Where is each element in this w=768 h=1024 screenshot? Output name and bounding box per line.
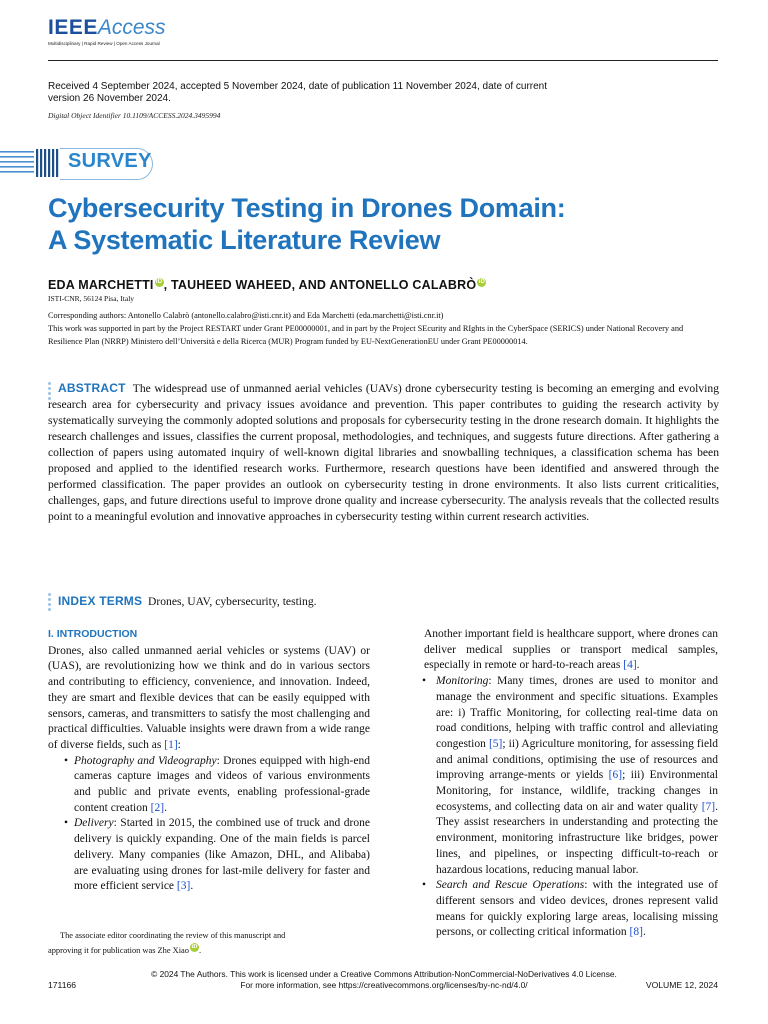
author-notes xyxy=(48,309,718,348)
paper-title xyxy=(48,192,648,256)
citation-link[interactable]: [1] xyxy=(164,738,178,751)
left-column xyxy=(48,627,370,895)
list-item: • Monitoring: Many times, drones are used to monitor and manage the environment and specific situations. Examples are: i) Traffic Monitoring, for collecting real-time data on road conditions, helping with traffic control and alleviating congestion [5]; ii) Agriculture monitoring, for assessing field and animal conditions, optimising the use of resources and improving arrange-ments or yields [6]; iii) Environmental Monitoring, for instance, wildlife, tracking changes in ecosystems, and collecting data on air and water quality [7]. They assist researchers in understanding and protecting the environment, monitoring infrastructure like bridges, power lines, and pipelines, or inspecting difficult-to-reach or hazardous locations, reducing manual labor. xyxy=(424,674,718,878)
abstract-text: The widespread use of unmanned aerial vehicles (UAVs) drone cybersecurity testing is becoming an emerging and evolving research area for cybersecurity and privacy issues avoidance and prevention. This paper contributes to guiding the research activity by systematically surveying the commonly adopted solutions and proposals for cybersecurity testing in the drone research domain. It highlights the research challenges and issues, classifies the current proposal, methodologies, and techniques, and suggests future directions. After gathering a collection of papers using automated inquiry of well-known digital libraries and snowballing techniques, a classification schema has been proposed and applied to the identified research works. Furthermore, research questions have been identified and answered through the performed classification. The paper provides an outlook on cybersecurity testing in drone environments. It also lists current criticalities, challenges, gaps, and future directions useful to improve drone quality and increase cybersecurity. The analysis reveals that the collected results point to a meaningful evolution and innovative approaches in cybersecurity testing within current research activities. xyxy=(48,382,719,523)
orcid-icon[interactable]: iD xyxy=(155,279,163,285)
list-item: • Delivery: Started in 2015, the combined use of truck and drone delivery is quickly expanding. One of the main fields is parcel delivery. Many companies (like Amazon, DHL, and Alibaba) are evaluating using drones for last-mile delivery for faster and more efficient service [3]. xyxy=(48,816,370,895)
application-list-continued xyxy=(424,674,718,941)
logo-suffix: Access xyxy=(97,16,166,39)
editor-footnote: The associate editor coordinating the review of this manuscript and approving it for publication was Zhe Xiao iD . xyxy=(48,931,286,955)
abstract-label: ABSTRACT xyxy=(58,381,126,395)
license-line: © 2024 The Authors. This work is licensed under a Creative Commons Attribution-NonCommercial-NoDerivatives 4.0 License. xyxy=(151,969,617,979)
doi: Digital Object Identifier 10.1109/ACCESS.2024.3495994 xyxy=(48,111,221,120)
affiliation: ISTI-CNR, 56124 Pisa, Italy xyxy=(48,294,135,303)
title-line-2: A Systematic Literature Review xyxy=(48,225,441,255)
intro-paragraph: Drones, also called unmanned aerial vehicles or systems (UAV) or (UAS), are revolutionizing how we think and do in various sectors and contributing to efficiency, convenience, and innovation. Indeed, they are smart and flexible devices that can be easily equipped with sensors, cameras, and transmitters to satisfy the most challenging and practical difficulties. Valuable insights were drawn from a wide range of diverse fields, such as [1]: xyxy=(48,644,370,751)
index-terms-label: INDEX TERMS xyxy=(58,594,143,608)
list-item: • Photography and Videography: Drones equipped with high-end cameras capture images and videos of various environments and public and private events, enabling professional-grade content creation [2]. xyxy=(48,754,370,817)
index-terms xyxy=(48,593,719,610)
citation-link[interactable]: [5] xyxy=(488,737,503,750)
article-type: SURVEY xyxy=(68,150,152,172)
index-terms-text: Drones, UAV, cybersecurity, testing. xyxy=(148,595,317,608)
corresponding-authors: Corresponding authors: Antonello Calabrò (antonello.calabro@isti.cnr.it) and Eda Marchetti (eda.marchetti@isti.cnr.it) xyxy=(48,311,444,320)
logo-brand: IEEE xyxy=(48,16,98,39)
received-dates: Received 4 September 2024, accepted 5 November 2024, date of publication 11 November 2024, date of current version 26 November 2024. xyxy=(48,81,548,104)
author-1: EDA MARCHETTI xyxy=(48,278,154,292)
title-line-1: Cybersecurity Testing in Drones Domain: xyxy=(48,193,566,223)
section-heading: I. INTRODUCTION xyxy=(48,628,138,640)
page-number: 171166 xyxy=(48,980,77,990)
journal-logo xyxy=(48,16,218,56)
citation-link[interactable]: [6] xyxy=(608,769,623,782)
authors-rest: , TAUHEED WAHEED, AND ANTONELLO CALABRÒ xyxy=(163,278,477,292)
orcid-icon[interactable]: iD xyxy=(191,944,198,950)
citation-link[interactable]: [7] xyxy=(701,800,716,813)
logo-tagline: Multidisciplinary | Rapid Review | Open Access Journal xyxy=(48,41,160,46)
right-column xyxy=(424,627,718,941)
abstract xyxy=(48,380,719,525)
citation-link[interactable]: [4] xyxy=(623,659,637,672)
author-list xyxy=(48,278,486,292)
volume-info: VOLUME 12, 2024 xyxy=(645,980,718,990)
orcid-icon[interactable]: iD xyxy=(478,279,485,285)
header-rule xyxy=(48,60,718,61)
list-item: • Search and Rescue Operations: with the integrated use of different sensors and video devices, drones represent valid means for quickly exploring large areas, localising missing persons, or collecting critical information [8]. xyxy=(424,878,718,941)
citation-link[interactable]: [3] xyxy=(176,880,191,893)
license-info[interactable]: For more information, see https://creativecommons.org/licenses/by-nc-nd/4.0/ xyxy=(240,980,528,990)
continued-paragraph: Another important field is healthcare support, where drones can deliver medical supplies or transport medical samples, especially in remote or hard-to-reach areas [4]. xyxy=(424,628,718,672)
survey-badge-bars xyxy=(0,148,66,178)
application-list xyxy=(48,754,370,895)
citation-link[interactable]: [2] xyxy=(150,801,165,814)
funding-note: This work was supported in part by the Project RESTART under Grant PE00000001, and in part by the Project SEcurity and RIghts in the CyberSpace (SERICS) under National Recovery and Resilience Plan (NRRP) Ministero dell’Università e della Ricerca (MUR) Program funded by EU-NextGenerationEU under Grant PE00000014. xyxy=(48,324,684,346)
citation-link[interactable]: [8] xyxy=(629,926,643,939)
